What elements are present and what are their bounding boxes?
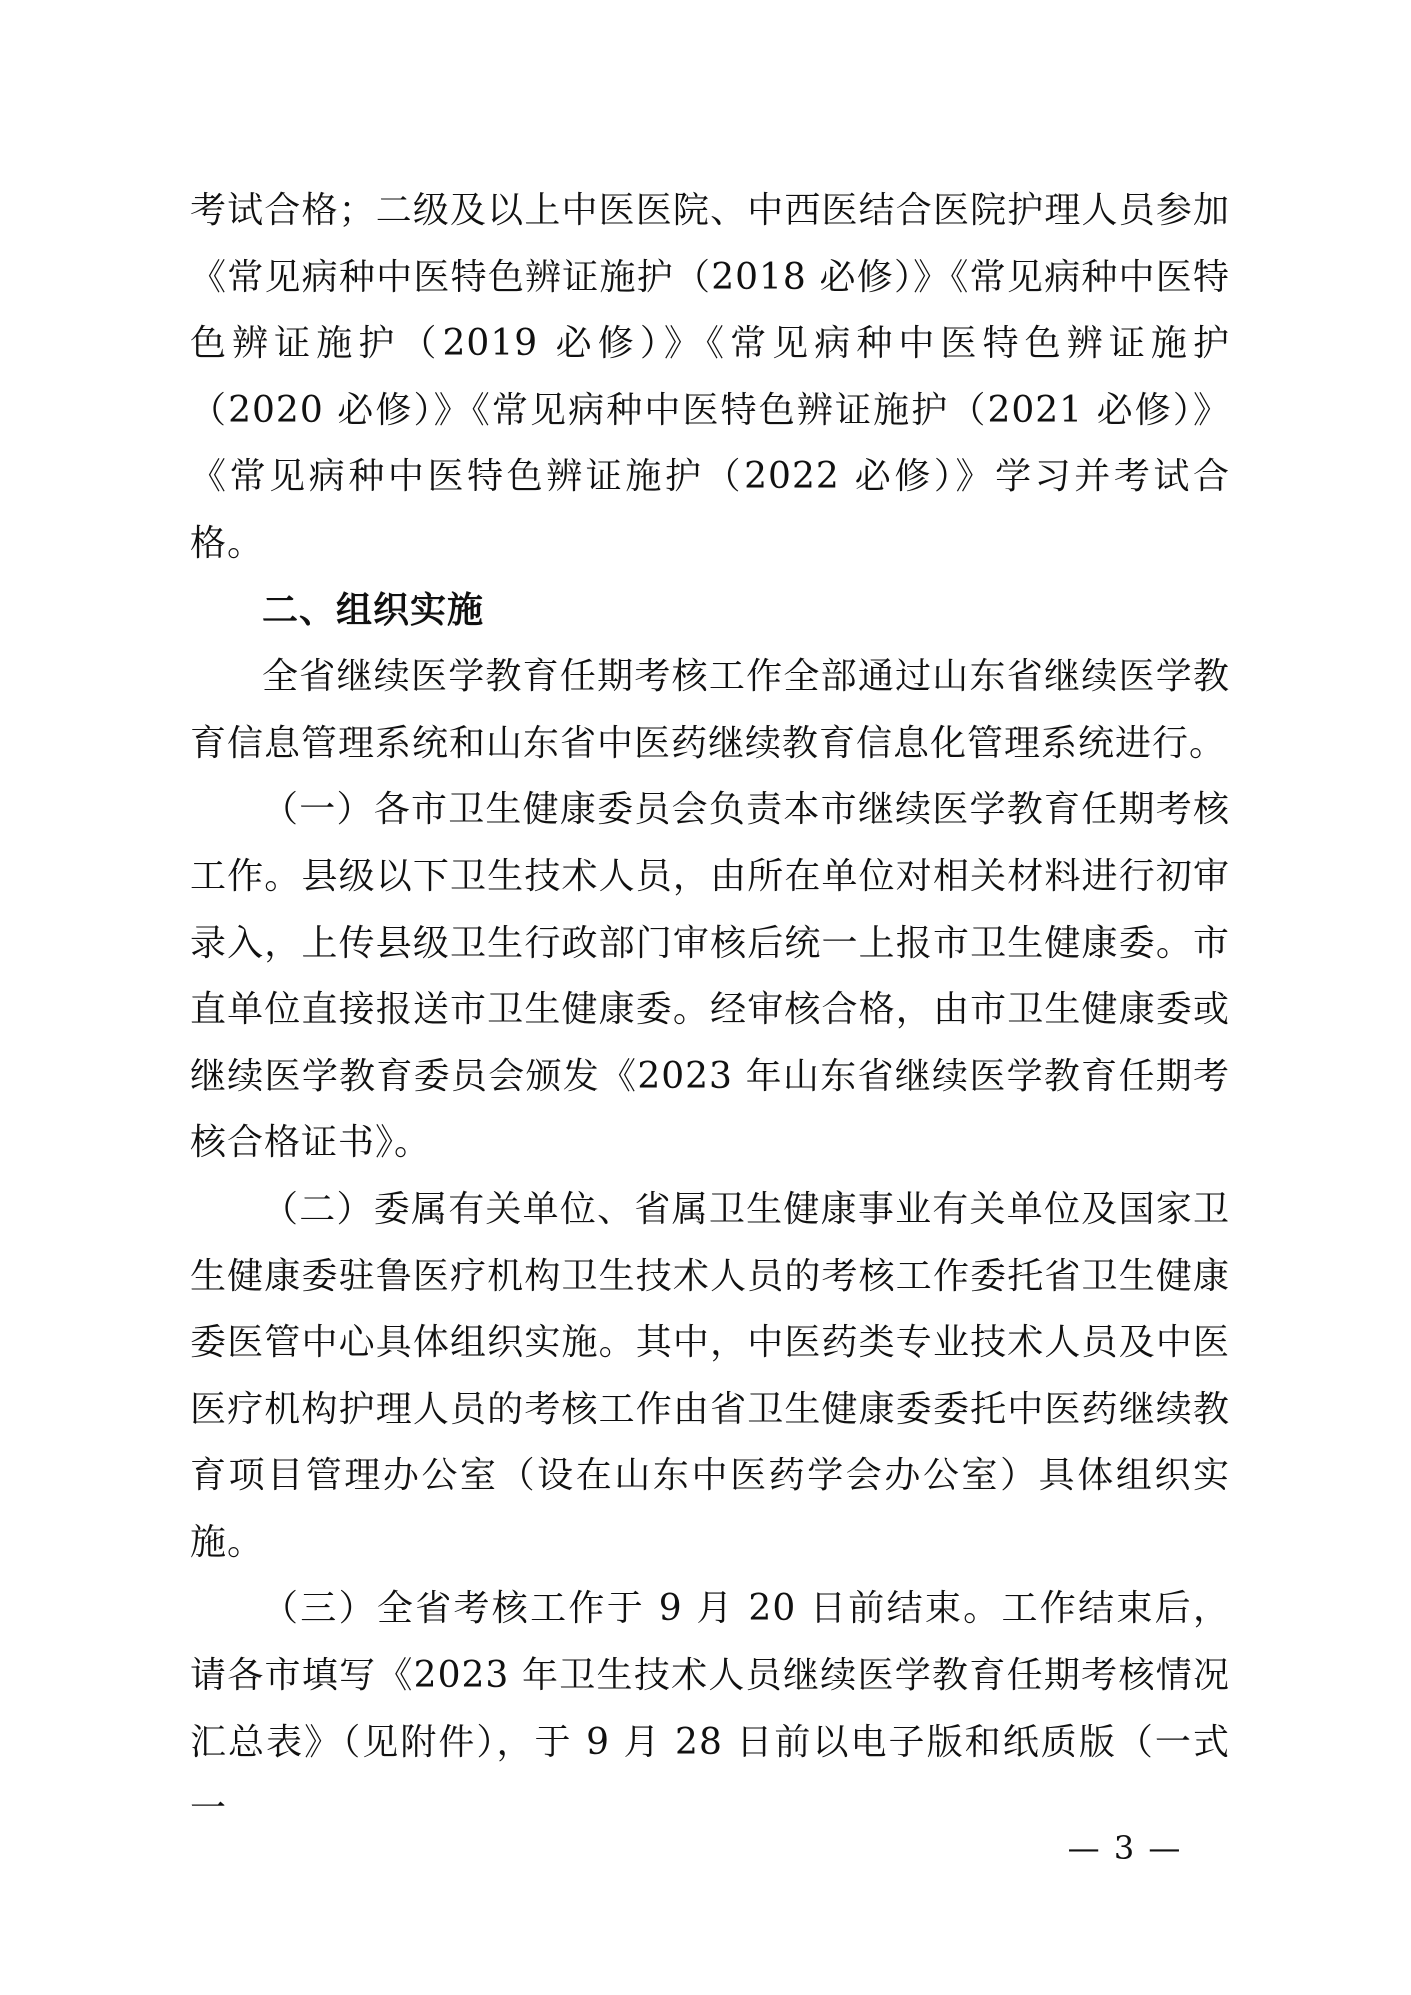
document-body: [190, 178, 1230, 1843]
page-number: — 3 —: [1067, 1829, 1183, 1867]
paragraph-item-three: （三）全省考核工作于 9 月 20 日前结束。工作结束后，请各市填写《2023 年卫生技术人员继续医学教育任期考核情况汇总表》（见附件），于 9 月 28 日前以电子版和纸质版（一式一: [190, 1588, 1230, 1830]
paragraph-system: 全省继续医学教育任期考核工作全部通过山东省继续医学教育信息管理系统和山东省中医药继续教育信息化管理系统进行。: [190, 656, 1230, 764]
paragraph-item-one: （一）各市卫生健康委员会负责本市继续医学教育任期考核工作。县级以下卫生技术人员，由所在单位对相关材料进行初审录入，上传县级卫生行政部门审核后统一上报市卫生健康委。市直单位直接报送市卫生健康委。经审核合格，由市卫生健康委或继续医学教育委员会颁发《2023 年山东省继续医学教育任期考核合格证书》。: [190, 789, 1230, 1164]
section-heading-organization: 二、组织实施: [262, 589, 485, 631]
paragraph-continuation: 考试合格；二级及以上中医医院、中西医结合医院护理人员参加《常见病种中医特色辨证施护（2018 必修）》《常见病种中医特色辨证施护（2019 必修）》《常见病种中医特色辨证施护（2020 必修）》《常见病种中医特色辨证施护（2021 必修）》《常见病种中医特色辨证施护（2022 必修）》学习并考试合格。: [190, 190, 1230, 564]
paragraph-item-two: （二）委属有关单位、省属卫生健康事业有关单位及国家卫生健康委驻鲁医疗机构卫生技术人员的考核工作委托省卫生健康委医管中心具体组织实施。其中，中医药类专业技术人员及中医医疗机构护理人员的考核工作由省卫生健康委委托中医药继续教育项目管理办公室（设在山东中医药学会办公室）具体组织实施。: [190, 1188, 1230, 1563]
